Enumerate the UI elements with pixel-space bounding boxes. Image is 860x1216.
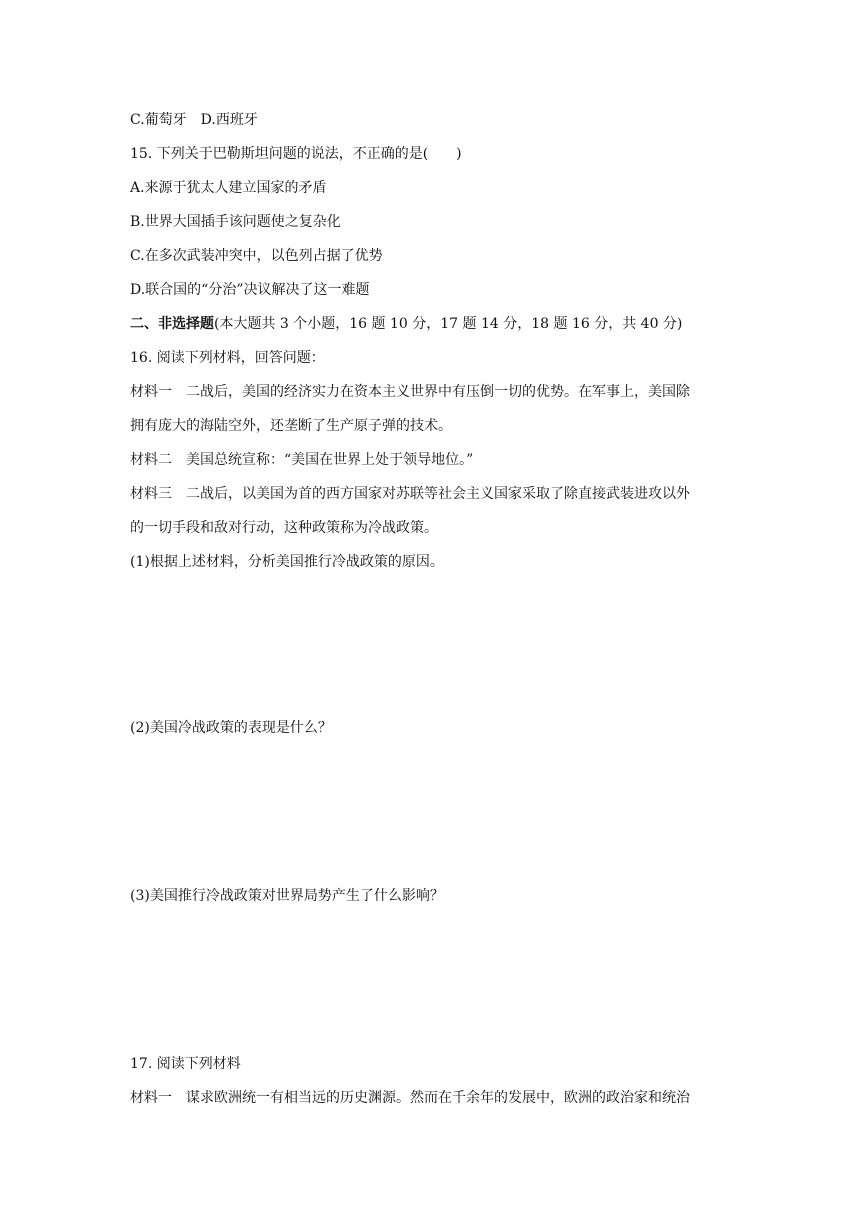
q16-subquestion-3: (3)美国推行冷战政策对世界局势产生了什么影响？ (130, 888, 444, 904)
q14-option-d: D.西班牙 (200, 112, 258, 128)
q16-material-2: 材料二 美国总统宣称：“美国在世界上处于领导地位。” (130, 452, 474, 468)
q16-material-1-line-2: 拥有庞大的海陆空外，还垄断了生产原子弹的技术。 (130, 418, 452, 434)
q15-option-d: D.联合国的“分治”决议解决了这一难题 (130, 282, 370, 298)
q16-material-1-line-1: 材料一 二战后，美国的经济实力在资本主义世界中有压倒一切的优势。在军事上，美国除 (130, 384, 690, 400)
q17-stem: 17. 阅读下列材料 (130, 1056, 241, 1072)
section-note: (本大题共 3 个小题，16 题 10 分，17 题 14 分，18 题 16 分，共 40 分) (214, 316, 683, 332)
q15-option-a: A.来源于犹太人建立国家的矛盾 (130, 180, 327, 196)
q16-material-3-line-2: 的一切手段和敌对行动，这种政策称为冷战政策。 (130, 520, 438, 536)
q15-option-c: C.在多次武装冲突中，以色列占据了优势 (130, 248, 383, 264)
q14-option-c: C.葡萄牙 (130, 112, 187, 128)
q16-subquestion-2: (2)美国冷战政策的表现是什么？ (130, 720, 332, 736)
q15-stem: 15. 下列关于巴勒斯坦问题的说法，不正确的是( ) (130, 146, 462, 162)
section-title: 二、非选择题 (130, 316, 214, 332)
section-heading (130, 314, 682, 334)
q16-subquestion-1: (1)根据上述材料，分析美国推行冷战政策的原因。 (130, 554, 444, 570)
q16-material-3-line-1: 材料三 二战后，以美国为首的西方国家对苏联等社会主义国家采取了除直接武装进攻以外 (130, 486, 690, 502)
q14-options (130, 110, 258, 130)
q15-option-b: B.世界大国插手该问题使之复杂化 (130, 214, 341, 230)
q16-stem: 16. 阅读下列材料，回答问题： (130, 350, 325, 366)
q17-material-1-line-1: 材料一 谋求欧洲统一有相当远的历史渊源。然而在千余年的发展中，欧洲的政治家和统治 (130, 1090, 690, 1106)
